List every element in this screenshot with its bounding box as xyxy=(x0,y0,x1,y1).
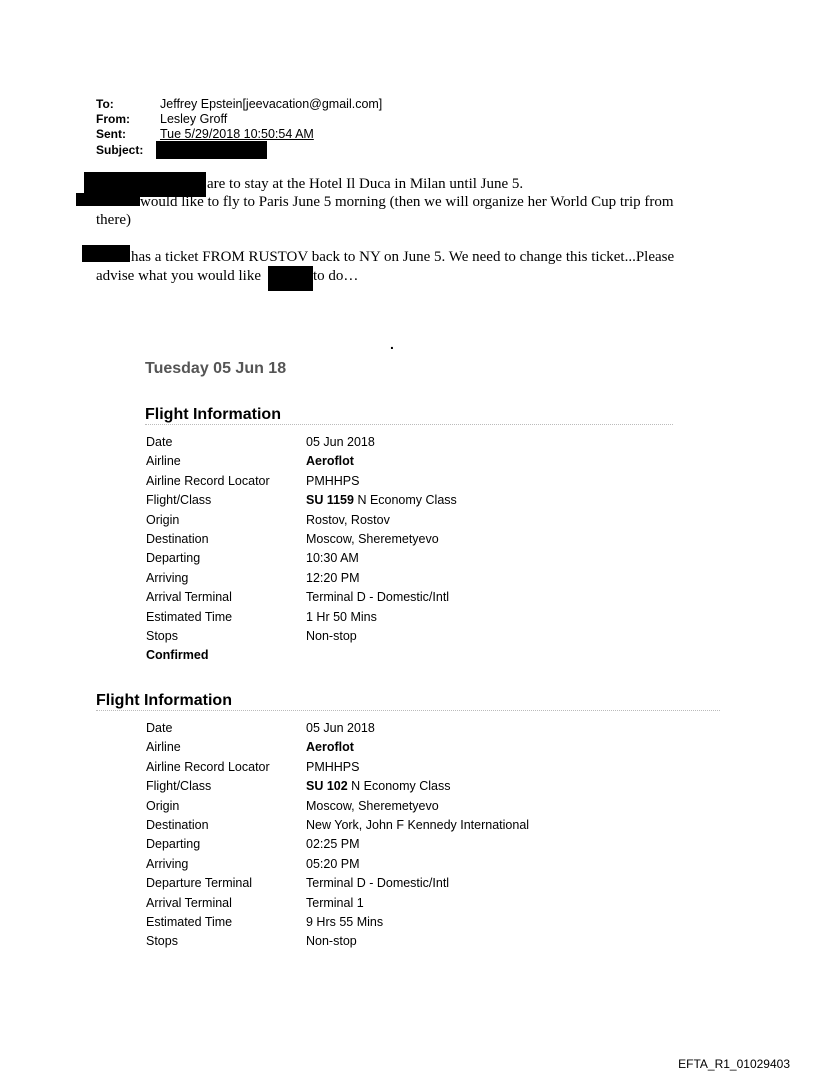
detail-label: Date xyxy=(146,721,173,735)
detail-label: Arrival Terminal xyxy=(146,590,232,605)
flight-class: N Economy Class xyxy=(353,493,457,508)
body-line: to do… xyxy=(313,268,359,284)
detail-label: Origin xyxy=(146,512,180,527)
detail-label: Arrival Terminal xyxy=(146,895,232,910)
sent-label: Sent: xyxy=(96,127,126,141)
detail-label: Departing xyxy=(146,837,201,852)
subject-redaction xyxy=(156,141,267,159)
flight-number: SU 102 xyxy=(306,779,348,794)
section-title: Flight Information xyxy=(96,692,232,709)
stray-dot: . xyxy=(390,336,394,352)
detail-value: Moscow, Sheremetyevo xyxy=(306,531,439,546)
section-divider xyxy=(96,710,720,711)
detail-value: 05 Jun 2018 xyxy=(306,435,375,449)
body-line: are to stay at the Hotel Il Duca in Milan until June 5. xyxy=(207,176,524,192)
detail-value: Aeroflot xyxy=(306,454,354,469)
detail-label: Flight/Class xyxy=(146,779,212,794)
detail-label: Departure Terminal xyxy=(146,876,253,891)
detail-value: Rostov, Rostov xyxy=(306,512,390,527)
detail-label: Airline Record Locator xyxy=(146,759,270,774)
detail-value: 05:20 PM xyxy=(306,856,360,871)
detail-value: 02:25 PM xyxy=(306,837,360,852)
to-label: To: xyxy=(96,97,114,111)
detail-value: 1 Hr 50 Mins xyxy=(306,609,377,624)
document-id: EFTA_R1_01029403 xyxy=(678,1057,790,1071)
redaction-block xyxy=(76,193,140,206)
detail-value: Non-stop xyxy=(306,934,357,949)
sent-value: Tue 5/29/2018 10:50:54 AM xyxy=(160,127,314,141)
detail-label: Stops xyxy=(146,934,178,949)
detail-value: New York, John F Kennedy International xyxy=(306,817,530,832)
body-line: has a ticket FROM RUSTOV back to NY on June 5. We need to change this ticket...Please xyxy=(131,249,675,265)
detail-label: Airline xyxy=(146,454,181,469)
body-line: would like to fly to Paris June 5 morning (then we will organize her World Cup trip from xyxy=(140,194,674,210)
detail-label: Stops xyxy=(146,628,178,643)
detail-value xyxy=(306,777,451,796)
detail-value: Terminal D - Domestic/Intl xyxy=(306,590,450,605)
body-line: there) xyxy=(96,212,131,228)
section-title: Flight Information xyxy=(145,406,281,423)
redaction-block xyxy=(82,245,130,262)
detail-value: Moscow, Sheremetyevo xyxy=(306,798,439,813)
detail-label: Arriving xyxy=(146,570,189,585)
detail-label: Date xyxy=(146,435,173,449)
flight-class: N Economy Class xyxy=(347,779,451,794)
detail-label: Estimated Time xyxy=(146,914,233,929)
detail-value: Terminal D - Domestic/Intl xyxy=(306,876,450,891)
detail-label: Arriving xyxy=(146,856,189,871)
detail-value: Non-stop xyxy=(306,628,357,643)
body-line: advise what you would like xyxy=(96,268,261,284)
section-divider xyxy=(145,424,673,425)
detail-label: Departing xyxy=(146,551,201,566)
subject-label: Subject: xyxy=(96,143,144,157)
redaction-block xyxy=(268,266,313,291)
detail-value: PMHHPS xyxy=(306,759,360,774)
detail-value: 10:30 AM xyxy=(306,551,359,566)
detail-label: Destination xyxy=(146,531,209,546)
detail-value: 9 Hrs 55 Mins xyxy=(306,914,384,929)
detail-label: Destination xyxy=(146,817,209,832)
from-value: Lesley Groff xyxy=(160,112,228,126)
detail-value xyxy=(306,491,457,510)
detail-value: Aeroflot xyxy=(306,740,354,755)
detail-value: 05 Jun 2018 xyxy=(306,721,375,735)
detail-label: Airline Record Locator xyxy=(146,473,270,488)
day-heading: Tuesday 05 Jun 18 xyxy=(145,360,287,377)
detail-value: 12:20 PM xyxy=(306,570,360,585)
detail-label: Flight/Class xyxy=(146,493,212,508)
detail-value: Terminal 1 xyxy=(306,895,364,910)
status-label: Confirmed xyxy=(146,648,209,663)
to-value: Jeffrey Epstein[jeevacation@gmail.com] xyxy=(160,97,383,111)
detail-label: Origin xyxy=(146,798,180,813)
detail-label: Estimated Time xyxy=(146,609,233,624)
flight-number: SU 1159 xyxy=(306,493,354,508)
detail-value: PMHHPS xyxy=(306,473,360,488)
from-label: From: xyxy=(96,112,130,126)
detail-label: Airline xyxy=(146,740,181,755)
